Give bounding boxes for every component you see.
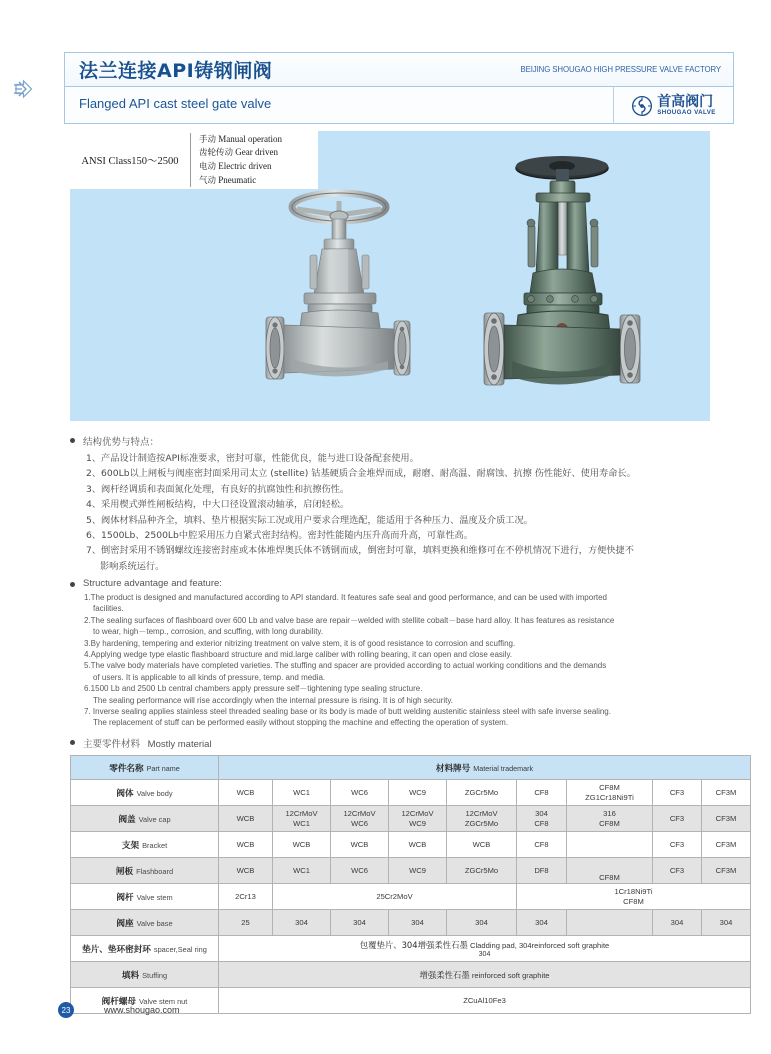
drive-option-cn: 气动 bbox=[199, 175, 217, 186]
part-name-en: Valve base bbox=[136, 918, 173, 928]
feature-item-cn: 3、阀杆经调质和表面氮化处理，有良好的抗腐蚀性和抗擦伤性。 bbox=[86, 483, 350, 495]
material-cell: CF8M ZG1Cr18Ni9Ti bbox=[567, 780, 653, 806]
drive-option-cn: 齿轮传动 bbox=[199, 148, 234, 159]
material-cell: 12CrMoV ZGCr5Mo bbox=[447, 806, 517, 832]
part-name-cn: 阀盖 bbox=[118, 814, 136, 825]
feature-item-en: 2.The sealing surfaces of flashboard over 600 Lb and valve base are repair－welded with stellite cobalt－base hard alloy. It has features as resistance bbox=[84, 615, 615, 625]
feature-item-cn: 6、1500Lb、2500Lb中腔采用压力自紧式密封结构。密封性能随内压升高而升高，可靠性高。 bbox=[86, 530, 473, 542]
logo-name-en: SHOUGAO VALVE bbox=[657, 108, 716, 116]
page-number-badge: 23 bbox=[58, 1002, 74, 1018]
part-name-en: Valve cap bbox=[138, 814, 171, 824]
features-heading-en-text: Structure advantage and feature: bbox=[83, 578, 222, 589]
material-table-wrapper bbox=[70, 755, 737, 1014]
website-url[interactable]: www.shougao.com bbox=[104, 1005, 180, 1015]
feature-item-en: The replacement of stuff can be performed easily without stopping the machine and effecting the operation of system. bbox=[93, 718, 509, 728]
material-cell: 25 bbox=[219, 910, 273, 936]
drive-option bbox=[199, 174, 282, 188]
table-row bbox=[71, 884, 751, 910]
material-cell: CF3 bbox=[653, 780, 702, 806]
logo-text bbox=[657, 95, 716, 116]
material-cell: WC6 bbox=[331, 780, 389, 806]
product-photo-panel bbox=[70, 131, 710, 421]
row-part-name bbox=[71, 962, 219, 988]
feature-item-cn: 5、阀体材料品种齐全，填料、垫片根据实际工况或用户要求合理选配，能适用于各种压力、温度及介质工况。 bbox=[86, 514, 533, 526]
fullspan-en: Cladding pad, 304reinforced soft graphite bbox=[469, 940, 610, 950]
material-cell: WCB bbox=[219, 858, 273, 884]
drive-option bbox=[199, 146, 282, 160]
spec-pressure-class: ANSI Class150～2500 bbox=[81, 155, 179, 167]
material-cell: WCB bbox=[219, 832, 273, 858]
material-cell: 304 bbox=[331, 910, 389, 936]
material-cell: DF8 bbox=[517, 858, 567, 884]
material-cell: 304 bbox=[702, 910, 751, 936]
material-cell: 316 CF8M bbox=[567, 806, 653, 832]
material-cell: 304 bbox=[389, 910, 447, 936]
drive-option-en: Pneumatic bbox=[218, 174, 257, 185]
feature-item-en: 3.By hardening, tempering and exterior nitrizing treatment on valve stem, it is of good resistance to corrosion and scuffing. bbox=[84, 638, 516, 648]
features-section-en bbox=[70, 578, 736, 729]
row-part-name bbox=[71, 910, 219, 936]
drive-option-list bbox=[190, 133, 282, 187]
material-cell: CF3M bbox=[702, 858, 751, 884]
part-name-cn: 填料 bbox=[121, 970, 140, 981]
material-cell: CF3M bbox=[702, 780, 751, 806]
material-cell: 2Cr13 bbox=[219, 884, 273, 910]
feature-item-en: of users. It is applicable to all kinds of pressure, temp. and media. bbox=[93, 672, 326, 682]
fullspan-cn: 增强柔性石墨 bbox=[419, 969, 470, 980]
feature-item-cn: 7、倒密封采用不锈钢螺纹连接密封座或本体堆焊奥氏体不锈钢而成，倒密封可靠，填料更换和维修可在不停机情况下进行，方便快捷不 bbox=[86, 545, 634, 557]
material-heading bbox=[70, 736, 736, 750]
part-name-en: spacer,Seal ring bbox=[153, 944, 207, 954]
part-name-en: Flashboard bbox=[136, 866, 174, 876]
drive-option-cn: 手动 bbox=[199, 134, 217, 145]
feature-item-en: facilities. bbox=[93, 604, 124, 614]
part-name-cn: 阀杆 bbox=[116, 892, 134, 903]
material-cell: WC1 bbox=[273, 780, 331, 806]
features-list-cn bbox=[70, 451, 736, 574]
material-cell: 304 bbox=[517, 910, 567, 936]
title-row-english bbox=[65, 87, 733, 124]
title-row-chinese bbox=[65, 53, 733, 87]
feature-item-en: 5.The valve body materials have completed varieties. The stuffing and spacer are provided according to actual working conditions and the demands bbox=[84, 661, 607, 671]
material-cell: CF3 bbox=[653, 832, 702, 858]
feature-item-en: 4.Applying wedge type elastic flashboard structure and mid.large caliber with rolling bearing, it can open and close easily. bbox=[84, 650, 513, 660]
material-cell-fullspan bbox=[219, 962, 751, 988]
col-header-part-name-en: Part name bbox=[146, 763, 180, 773]
features-heading-cn bbox=[70, 434, 736, 448]
spec-badge bbox=[70, 131, 318, 189]
col-header-part-name bbox=[71, 756, 219, 780]
drive-option-en: Manual operation bbox=[218, 133, 282, 144]
feature-item-cn: 1、产品设计制造按API标准要求，密封可靠，性能优良，能与进口设备配套使用。 bbox=[86, 453, 419, 464]
right-arrow-icon bbox=[12, 78, 36, 100]
factory-name: BEIJING SHOUGAO HIGH PRESSURE VALVE FACTORY bbox=[520, 64, 721, 74]
part-name-en: Valve stem nut bbox=[139, 996, 188, 1006]
material-cell: WCB bbox=[389, 832, 447, 858]
material-cell: WC9 bbox=[389, 858, 447, 884]
table-row bbox=[71, 780, 751, 806]
material-cell-empty bbox=[567, 832, 653, 858]
material-cell: WC6 bbox=[331, 858, 389, 884]
part-name-cn: 支架 bbox=[121, 840, 140, 851]
valve-circle-logo-icon bbox=[631, 95, 653, 117]
material-cell: WCB bbox=[273, 832, 331, 858]
material-cell: 304 bbox=[653, 910, 702, 936]
table-row bbox=[71, 858, 751, 884]
part-name-cn: 阀体 bbox=[116, 788, 134, 799]
material-cell: 12CrMoV WC1 bbox=[273, 806, 331, 832]
material-section-heading bbox=[70, 736, 736, 753]
col-header-material-trademark bbox=[219, 756, 751, 780]
drive-option bbox=[199, 160, 282, 174]
features-list-en bbox=[70, 592, 736, 729]
material-heading-en: Mostly material bbox=[147, 739, 212, 750]
part-name-en: Valve stem bbox=[136, 892, 173, 902]
title-box bbox=[64, 52, 734, 124]
row-part-name bbox=[71, 806, 219, 832]
page-header bbox=[38, 52, 734, 124]
part-name-en: Valve body bbox=[136, 788, 173, 798]
material-cell: 12CrMoV WC9 bbox=[389, 806, 447, 832]
material-cell: WC9 bbox=[389, 780, 447, 806]
feature-item-cn: 2、600Lb以上闸板与阀座密封面采用司太立 (stellite) 钴基硬质合金堆焊而成，耐磨、耐高温、耐腐蚀、抗擦 伤性能好、使用寿命长。 bbox=[86, 468, 636, 480]
material-cell: WC1 bbox=[273, 858, 331, 884]
material-cell-merged: 1Cr18Ni9Ti CF8M bbox=[517, 884, 751, 910]
features-section-cn bbox=[70, 434, 736, 574]
row-part-name bbox=[71, 858, 219, 884]
material-cell-merged: 25Cr2MoV bbox=[273, 884, 517, 910]
row-part-name bbox=[71, 780, 219, 806]
row-part-name bbox=[71, 884, 219, 910]
table-row bbox=[71, 962, 751, 988]
part-name-cn: 垫片、垫环密封环 bbox=[82, 944, 151, 955]
feature-item-en: 6.1500 Lb and 2500 Lb central chambers apply pressure self－tightening type sealing structure. bbox=[84, 684, 423, 694]
material-cell: CF3M bbox=[702, 806, 751, 832]
page-footer bbox=[58, 1002, 358, 1022]
part-name-cn: 阀座 bbox=[116, 918, 134, 929]
col-header-part-name-cn: 零件名称 bbox=[109, 763, 144, 774]
logo-name-cn: 首高阀门 bbox=[657, 93, 714, 110]
material-cell: CF3M bbox=[702, 832, 751, 858]
table-row bbox=[71, 910, 751, 936]
part-name-en: Bracket bbox=[142, 840, 168, 850]
feature-item-cn: 4、采用楔式弹性闸板结构，中大口径设置滚动轴承，启闭轻松。 bbox=[86, 499, 350, 511]
fullspan-cn: 包覆垫片、304增强柔性石墨 bbox=[359, 939, 468, 950]
material-cell: 12CrMoV WC6 bbox=[331, 806, 389, 832]
material-cell: WCB bbox=[447, 832, 517, 858]
fullspan-en: reinforced soft graphite bbox=[471, 970, 550, 980]
valve-photo-right bbox=[478, 153, 648, 415]
material-cell: CF8 bbox=[517, 832, 567, 858]
material-cell: CF3 bbox=[653, 858, 702, 884]
drive-option-en: Electric driven bbox=[218, 161, 272, 171]
features-heading-en bbox=[70, 578, 736, 589]
page-title-en: Flanged API cast steel gate valve bbox=[79, 96, 272, 111]
material-cell: WCB bbox=[219, 780, 273, 806]
col-header-trademark-en: Material trademark bbox=[473, 763, 534, 773]
feature-item-en: 1.The product is designed and manufactured according to API standard. It features safe seal and good performance, and can be used with imported bbox=[84, 593, 607, 602]
page-title-cn: 法兰连接API铸钢闸阀 bbox=[79, 60, 273, 82]
material-cell: WCB bbox=[331, 832, 389, 858]
material-cell: CF8 bbox=[517, 780, 567, 806]
part-name-cn: 闸板 bbox=[115, 866, 134, 877]
row-part-name bbox=[71, 832, 219, 858]
drive-option-cn: 电动 bbox=[199, 162, 217, 172]
material-cell: ZGCr5Mo bbox=[447, 780, 517, 806]
material-table bbox=[70, 755, 751, 1014]
brand-logo bbox=[613, 87, 733, 124]
feature-item-en: The sealing performance will rise accordingly when the internal pressure is rising. It is of high security. bbox=[93, 695, 454, 705]
material-cell-fullspan bbox=[219, 936, 751, 962]
material-cell-empty bbox=[567, 910, 653, 936]
table-header-row bbox=[71, 756, 751, 780]
table-row bbox=[71, 832, 751, 858]
feature-item-en: to wear, high－temp., corrosion, and scuffing, with long durability. bbox=[93, 627, 324, 637]
material-cell: 304 bbox=[273, 910, 331, 936]
col-header-trademark-cn: 材料牌号 bbox=[435, 763, 471, 774]
material-cell: ZGCr5Mo bbox=[447, 858, 517, 884]
material-heading-cn: 主要零件材料 bbox=[83, 739, 141, 750]
table-row bbox=[71, 936, 751, 962]
fullspan-en: ZCuAl10Fe3 bbox=[463, 996, 506, 1005]
table-row bbox=[71, 806, 751, 832]
part-name-en: Stuffing bbox=[142, 970, 168, 980]
feature-item-cn-cont: 影响系统运行。 bbox=[100, 560, 165, 572]
drive-option-en: Gear driven bbox=[235, 147, 278, 158]
features-heading-cn-text: 结构优势与特点： bbox=[83, 437, 160, 448]
valve-photo-left bbox=[252, 189, 427, 414]
material-cell: CF3 bbox=[653, 806, 702, 832]
part-name-cn: 阀杆螺母 bbox=[101, 996, 137, 1007]
feature-item-en: 7. Inverse sealing applies stainless steel threaded sealing base or its body is made of butt welding austenitic stainless steel with safe inverse sealing. bbox=[84, 707, 611, 717]
material-cell: 304 bbox=[447, 910, 517, 936]
fullspan-sub: 304 bbox=[478, 950, 491, 958]
drive-option bbox=[199, 133, 282, 147]
material-cell: WCB bbox=[219, 806, 273, 832]
row-part-name bbox=[71, 936, 219, 962]
material-cell: 304 CF8 bbox=[517, 806, 567, 832]
material-cell: CF8M bbox=[567, 858, 653, 884]
